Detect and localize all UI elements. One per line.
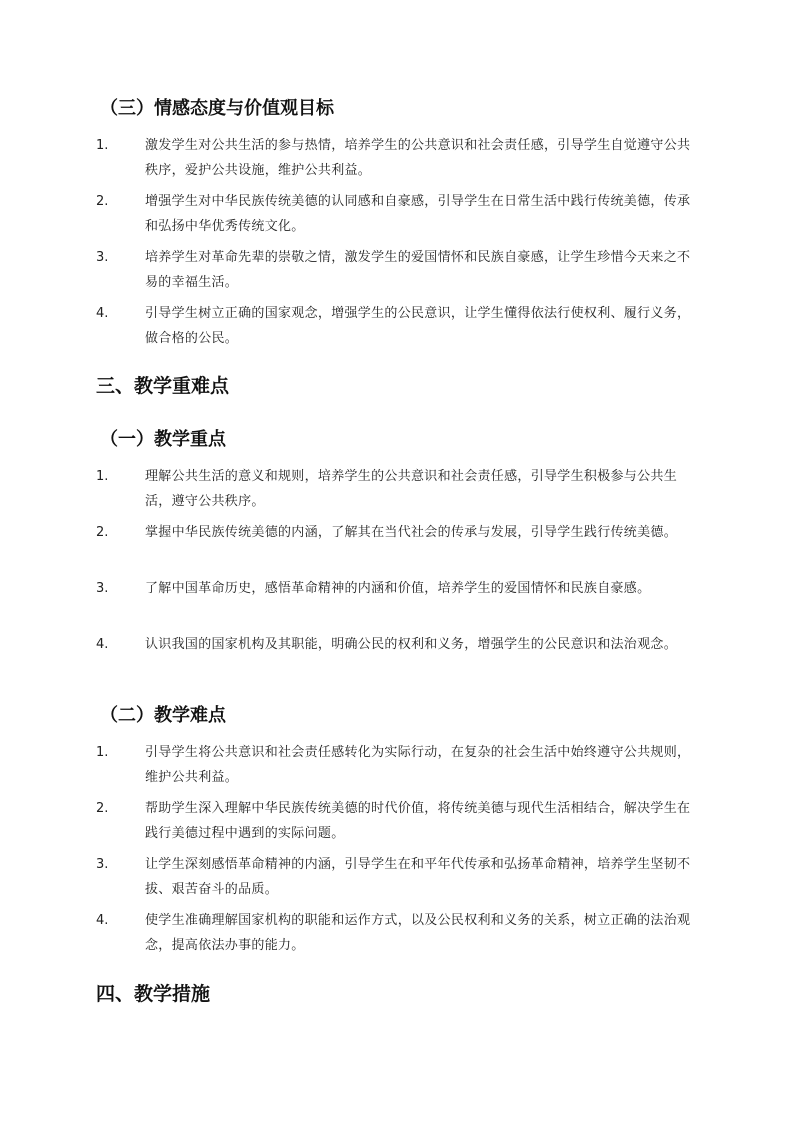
list-item-number: 4. [96,913,109,928]
list-item [0,190,794,246]
list-item-text: 帮助学生深入理解中华民族传统美德的时代价值，将传统美德与现代生活相结合，解决学生在践行美德过程中遇到的实际问题。 [145,801,691,841]
list-item-text: 使学生准确理解国家机构的职能和运作方式，以及公民权利和义务的关系，树立正确的法治观念，提高依法办事的能力。 [145,913,691,953]
section-heading-difficult-points: （二）教学难点 [100,705,226,726]
list-item-number: 2. [96,801,109,816]
list-item [0,302,794,358]
list-item-text: 引导学生将公共意识和社会责任感转化为实际行动，在复杂的社会生活中始终遵守公共规则，维护公共利益。 [145,745,691,785]
list-item [0,909,794,965]
list-item-number: 1. [96,138,109,153]
list-item-number: 3. [96,857,109,872]
list-item-text: 激发学生对公共生活的参与热情，培养学生的公共意识和社会责任感，引导学生自觉遵守公共秩序，爱护公共设施，维护公共利益。 [145,138,691,178]
list-item-text: 掌握中华民族传统美德的内涵，了解其在当代社会的传承与发展，引导学生践行传统美德。 [145,525,678,540]
list-item-text: 引导学生树立正确的国家观念，增强学生的公民意识，让学生懂得依法行使权利、履行义务，做合格的公民。 [145,306,691,346]
list-item [0,797,794,853]
section-heading-key-difficult-points: 三、教学重难点 [96,375,230,397]
list-item-number: 3. [96,581,109,596]
difficult-points-list [0,741,794,965]
list-item [0,577,794,633]
list-item-number: 4. [96,306,109,321]
list-item [0,633,794,689]
list-item-text: 培养学生对革命先辈的崇敬之情，激发学生的爱国情怀和民族自豪感，让学生珍惜今天来之不易的幸福生活。 [145,250,691,290]
list-item-text: 认识我国的国家机构及其职能，明确公民的权利和义务，增强学生的公民意识和法治观念。 [145,637,678,652]
list-item-number: 1. [96,745,109,760]
list-item [0,465,794,521]
section-heading-teaching-measures: 四、教学措施 [96,983,211,1005]
list-item [0,134,794,190]
list-item [0,741,794,797]
list-item [0,853,794,909]
list-item-number: 2. [96,525,109,540]
list-item-number: 3. [96,250,109,265]
section-heading-key-points: （一）教学重点 [100,429,226,450]
list-item [0,246,794,302]
list-item-text: 了解中国革命历史，感悟革命精神的内涵和价值，培养学生的爱国情怀和民族自豪感。 [145,581,651,596]
list-item-number: 1. [96,469,109,484]
key-points-list [0,465,794,689]
list-item-text: 让学生深刻感悟革命精神的内涵，引导学生在和平年代传承和弘扬革命精神，培养学生坚韧不拔、艰苦奋斗的品质。 [145,857,691,897]
list-item [0,521,794,577]
list-item-number: 2. [96,194,109,209]
list-item-number: 4. [96,637,109,652]
list-item-text: 理解公共生活的意义和规则，培养学生的公共意识和社会责任感，引导学生积极参与公共生活，遵守公共秩序。 [145,469,678,509]
section-heading-affective-goals: （三）情感态度与价值观目标 [100,98,334,119]
affective-goals-list [0,134,794,358]
list-item-text: 增强学生对中华民族传统美德的认同感和自豪感，引导学生在日常生活中践行传统美德，传承和弘扬中华优秀传统文化。 [145,194,691,234]
